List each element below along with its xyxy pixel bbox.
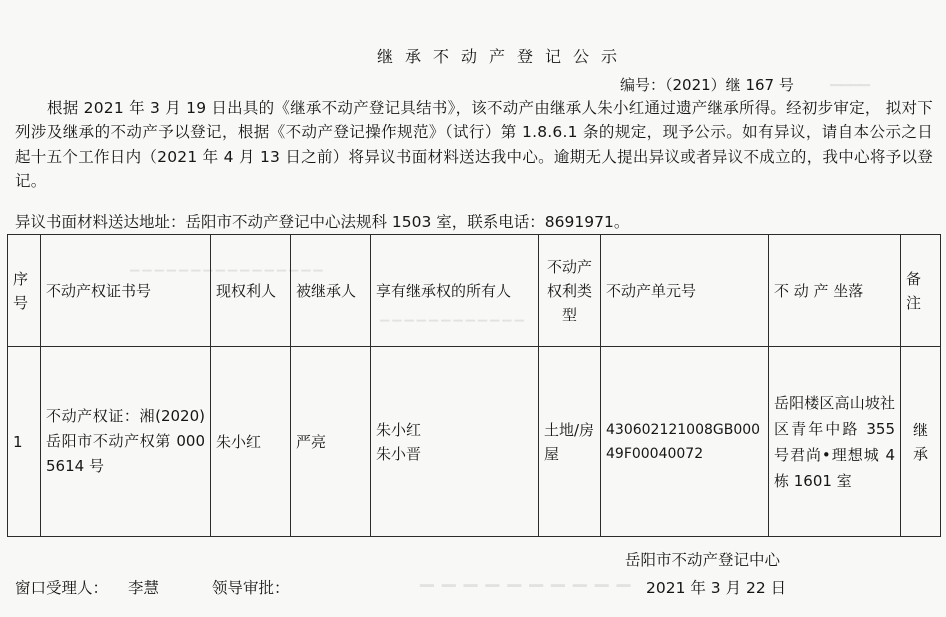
objection-address: 异议书面材料送达地址：岳阳市不动产登记中心法规科 1503 室，联系电话：8691971。 <box>15 213 630 231</box>
clerk-name: 李慧 <box>128 579 160 597</box>
header-unit-no: 不动产单元号 <box>601 235 769 347</box>
header-decedent: 被继承人 <box>291 235 371 347</box>
document-title: 继承不动产登记公示 <box>376 47 629 66</box>
table-header-row <box>8 235 941 347</box>
heir-name: 朱小晋 <box>376 444 422 463</box>
header-remark: 备注 <box>901 235 941 347</box>
issuing-org: 岳阳市不动产登记中心 <box>625 551 781 569</box>
document-number: 编号：（2021）继 167 号 <box>620 76 794 94</box>
show-through-mark: ▔▔▔▔▔▔▔▔▔▔ <box>420 585 639 606</box>
header-holder: 现权利人 <box>211 235 291 347</box>
header-seq: 序号 <box>8 235 41 347</box>
notice-paragraph: 根据 2021 年 3 月 19 日出具的《继承不动产登记具结书》，该不动产由继承人朱小红通过遗产继承所得。经初步审定， 拟对下列涉及继承的不动产予以登记，根据《不动产登记操作规范》（试行）第 1.8.6.1 条的规定，现予公示。如有异议，请自本公示之日起十五个工作日内（2021 年 4 月 13 日之前）将异议书面材料送达我中心。逾期无人提出异议或者异议不成立的，我中心将予以登记。 <box>15 99 933 190</box>
clerk-label: 窗口受理人： <box>15 579 109 597</box>
cell-heirs <box>371 347 539 537</box>
cell-right-type: 土地/房屋 <box>539 347 601 537</box>
heir-name: 朱小红 <box>376 420 422 439</box>
cell-holder: 朱小红 <box>211 347 291 537</box>
header-location: 不 动 产 坐落 <box>769 235 901 347</box>
cell-cert-no: 不动产权证：湘(2020)岳阳市不动产权第 0005614 号 <box>41 347 211 537</box>
table-row <box>8 347 941 537</box>
cell-location: 岳阳楼区高山坡社区青年中路 355 号君尚•理想城 4 栋 1601 室 <box>769 347 901 537</box>
header-right-type: 不动产权利类型 <box>539 235 601 347</box>
approval-label: 领导审批： <box>212 579 290 597</box>
cell-remark: 继承 <box>901 347 941 537</box>
show-through-mark: ▔▔▔▔▔▔▔▔▔▔▔▔ <box>380 320 527 334</box>
header-heirs: 享有继承权的所有人 <box>371 235 539 347</box>
show-through-mark: ▁▁▁▁ <box>830 72 870 87</box>
inheritance-table <box>7 234 941 537</box>
cell-decedent: 严亮 <box>291 347 371 537</box>
cell-seq: 1 <box>8 347 41 537</box>
cell-unit-no: 430602121008GB00049F00040072 <box>601 347 769 537</box>
notice-date: 2021 年 3 月 22 日 <box>646 579 787 597</box>
show-through-mark: ▔▔▔▔▔▔▔▔▔▔▔▔▔▔▔▔ <box>130 270 326 284</box>
header-cert-no: 不动产权证书号 <box>41 235 211 347</box>
